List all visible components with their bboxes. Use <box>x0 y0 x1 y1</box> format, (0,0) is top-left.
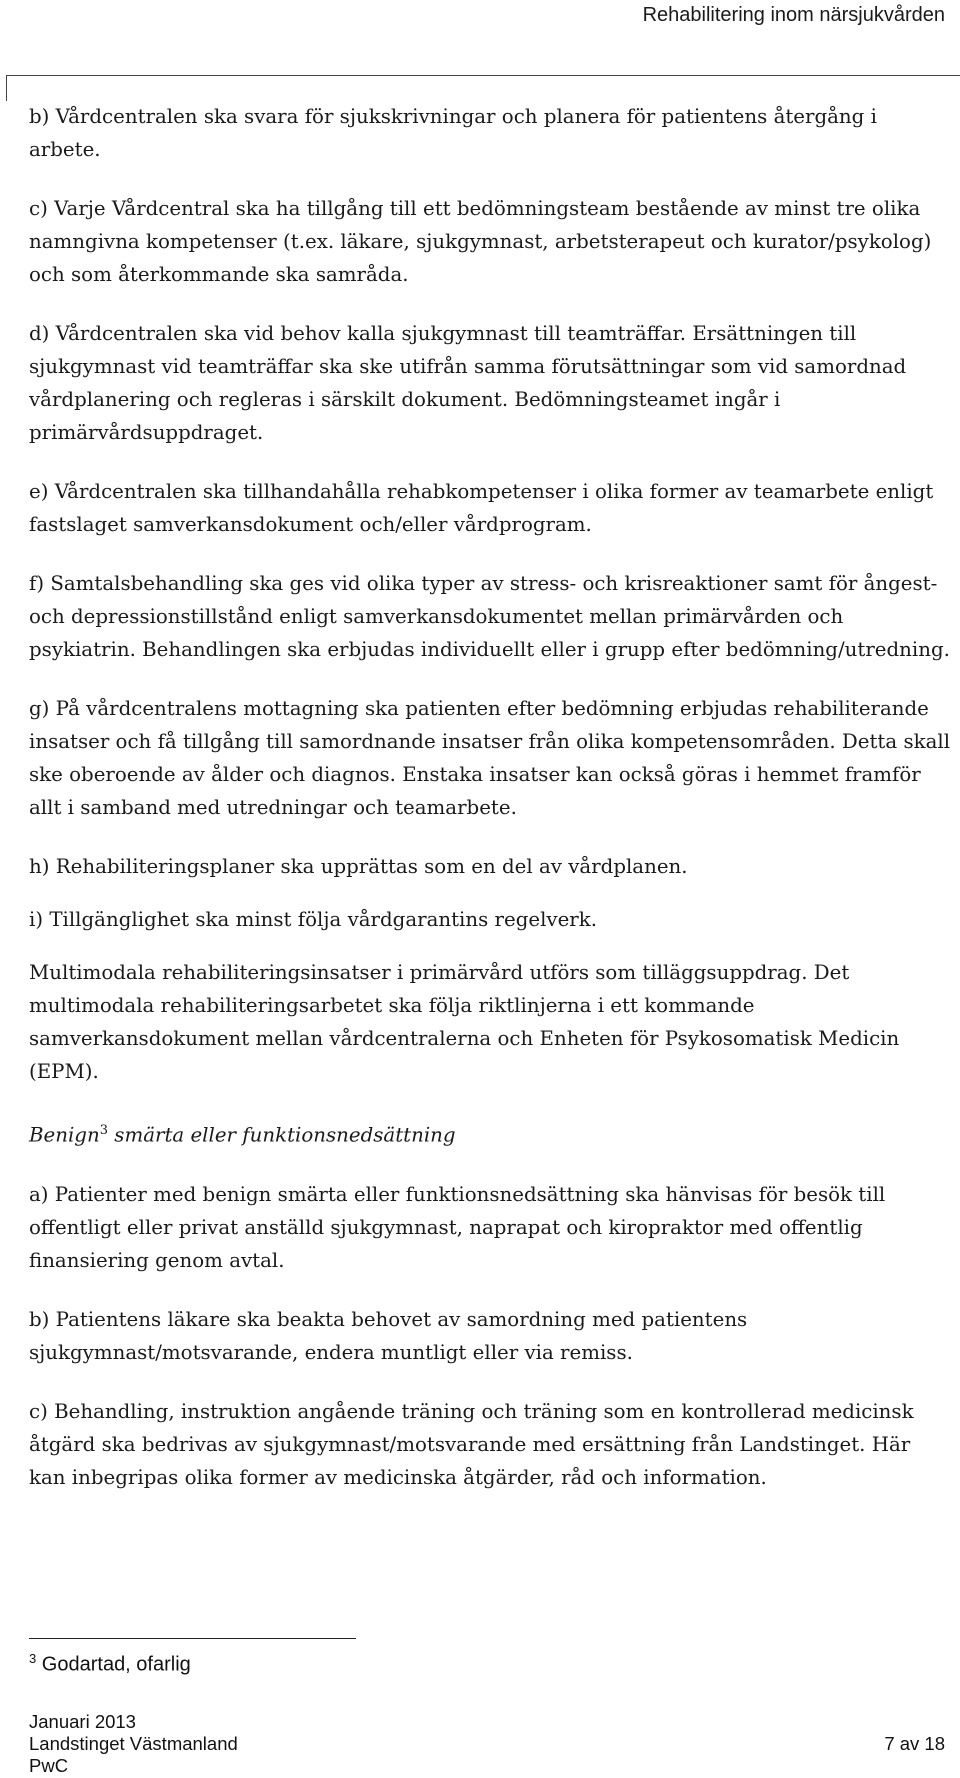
paragraph-i: i) Tillgänglighet ska minst följa vårdgarantins regelverk. <box>29 908 598 931</box>
page-header-title: Rehabilitering inom närsjukvården <box>642 4 945 26</box>
footnote-text: Godartad, ofarlig <box>41 1653 191 1676</box>
paragraph-benign-a: a) Patienter med benign smärta eller funktionsnedsättning ska hänvisas för besök till offentligt eller privat anställd sjukgymnast, naprapat och kiropraktor med offentlig finansiering genom avtal. <box>29 1182 886 1272</box>
page-footer <box>29 1711 238 1777</box>
paragraph-benign-b: b) Patientens läkare ska beakta behovet av samordning med patientens sjukgymnast/motsvarande, endera muntligt eller via remiss. <box>29 1307 748 1364</box>
paragraph-f: f) Samtalsbehandling ska ges vid olika typer av stress- och krisreaktioner samt för ångest- och depressionstillstånd enligt samverkansdokumentet mellan primärvården och psykiatrin. Behandlingen ska erbjudas individuellt eller i grupp efter bedömning/utredning. <box>29 572 950 661</box>
paragraph-multimodal: Multimodala rehabiliteringsinsatser i primärvård utförs som tilläggsuppdrag. Det multimodala rehabiliteringsarbetet ska följa riktlinjerna i ett kommande samverkansdokument mellan vårdcentralerna och Enheten för Psykosomatisk Medicin (EPM). <box>29 961 900 1083</box>
paragraph-c: c) Varje Vårdcentral ska ha tillgång till ett bedömningsteam bestående av minst tre olika namngivna kompetenser (t.ex. läkare, sjukgymnast, arbetsterapeut och kurator/psykolog) och som återkommande ska samråda. <box>29 197 932 286</box>
paragraph-e: e) Vårdcentralen ska tillhandahålla rehabkompetenser i olika former av teamarbete enligt fastslaget samverkansdokument och/eller vårdprogram. <box>29 480 934 536</box>
section-subheading <box>29 1114 953 1152</box>
paragraph-benign-c: c) Behandling, instruktion angående träning och träning som en kontrollerad medicinsk åtgärd ska bedrivas av sjukgymnast/motsvarande med ersättning från Landstinget. Här kan inbegripas olika former av medicinska åtgärder, råd och information. <box>29 1399 914 1489</box>
footnote <box>29 1651 191 1677</box>
paragraph-b: b) Vårdcentralen ska svara för sjukskrivningar och planera för patientens återgång i arbete. <box>29 105 877 161</box>
footnote-separator <box>29 1638 356 1639</box>
header-rule <box>6 75 960 76</box>
subheading-rest: smärta eller funktionsnedsättning <box>108 1123 456 1147</box>
paragraph-g: g) På vårdcentralens mottagning ska patienten efter bedömning erbjudas rehabiliterande insatser och få tillgång till samordnande insatser från olika kompetensområden. Detta skall ske oberoende av ålder och diagnos. Enstaka insatser kan också göras i hemmet framför allt i samband med utredningar och teamarbete. <box>29 697 951 819</box>
document-body <box>29 100 953 1520</box>
subheading-word: Benign <box>29 1123 100 1147</box>
footnote-reference[interactable]: 3 <box>99 1123 108 1138</box>
paragraph-h: h) Rehabiliteringsplaner ska upprättas som en del av vårdplanen. <box>29 855 688 878</box>
header-rule-corner <box>6 75 7 101</box>
footer-date: Januari 2013 <box>29 1711 136 1732</box>
page-number: 7 av 18 <box>884 1733 945 1754</box>
footnote-number: 3 <box>29 1651 37 1666</box>
footer-company: PwC <box>29 1755 69 1776</box>
footer-organization: Landstinget Västmanland <box>29 1733 238 1754</box>
paragraph-d: d) Vårdcentralen ska vid behov kalla sjukgymnast till teamträffar. Ersättningen till sjukgymnast vid teamträffar ska ske utifrån samma förutsättningar som vid samordnad vårdplanering och regleras i särskilt dokument. Bedömningsteamet ingår i primärvårdsuppdraget. <box>29 322 907 444</box>
